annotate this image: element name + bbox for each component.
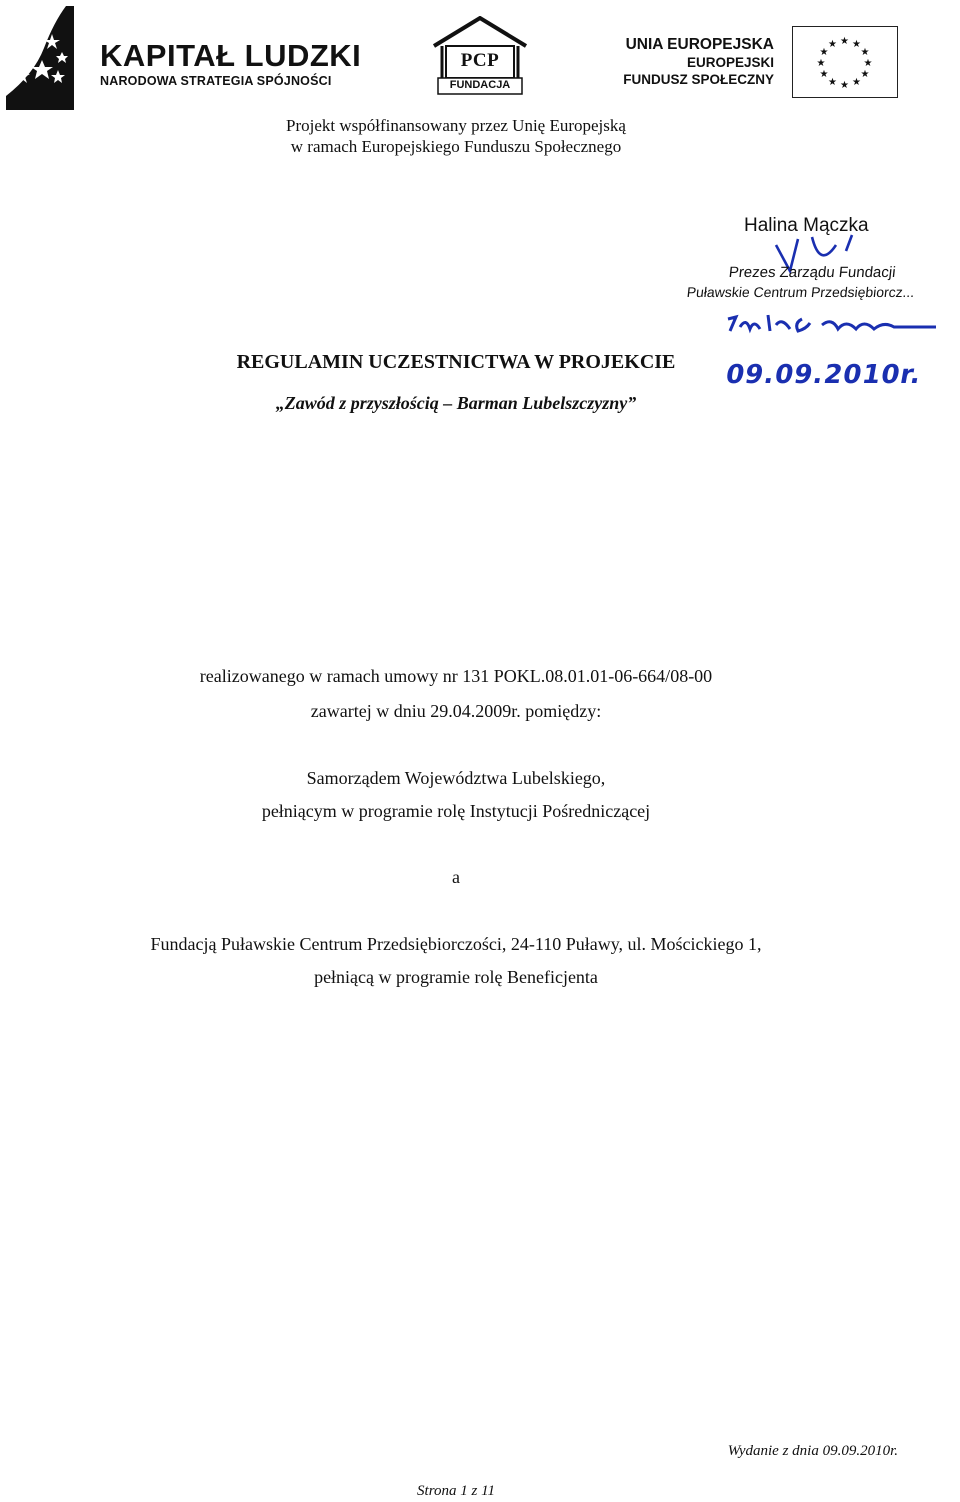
- svg-text:★: ★: [828, 77, 837, 88]
- kapital-ludzki-logo: [4, 4, 362, 112]
- pcp-logo-subtitle: FUNDACJA: [449, 79, 511, 91]
- eu-efs-logo: [623, 24, 902, 102]
- svg-text:★: ★: [840, 80, 849, 91]
- conjunction: a: [452, 867, 460, 887]
- cofinancing-line2: w ramach Europejskiego Funduszu Społecznego: [290, 137, 622, 156]
- document-title: REGULAMIN UCZESTNICTWA W PROJEKCIE: [236, 351, 676, 373]
- svg-text:★: ★: [840, 36, 849, 47]
- kapital-ludzki-title: KAPITAŁ LUDZKI: [100, 38, 362, 73]
- svg-text:★: ★: [863, 58, 873, 69]
- svg-text:★: ★: [816, 58, 826, 69]
- svg-text:★: ★: [860, 47, 870, 58]
- edition-date: Wydanie z dnia 09.09.2010r.: [727, 1443, 898, 1459]
- eu-logo-line3: FUNDUSZ SPOŁECZNY: [623, 72, 774, 87]
- kapital-ludzki-emblem-icon: [4, 4, 94, 112]
- svg-text:09.09.2010r.: 09.09.2010r.: [723, 360, 925, 390]
- svg-text:Halina Mączka: Halina Mączka: [744, 215, 869, 236]
- svg-text:Prezes Zarządu Fundacji: Prezes Zarządu Fundacji: [728, 264, 897, 281]
- party2-line1: Fundacją Puławskie Centrum Przedsiębiorczości, 24-110 Puławy, ul. Mościckiego 1,: [150, 934, 762, 954]
- svg-text:Puławskie Centrum Przedsiębior: Puławskie Centrum Przedsiębiorcz...: [686, 284, 916, 300]
- party2-line2: pełniącą w programie rolę Beneficjenta: [314, 967, 598, 987]
- eu-logo-line1: UNIA EUROPEJSKA: [625, 36, 774, 53]
- svg-text:★: ★: [828, 39, 837, 50]
- party1-line2: pełniącym w programie rolę Instytucji Pośredniczącej: [261, 801, 651, 821]
- svg-text:★: ★: [819, 69, 829, 80]
- contract-line2: zawartej w dniu 29.04.2009r. pomiędzy:: [310, 701, 602, 721]
- party1-line1: Samorządem Województwa Lubelskiego,: [306, 768, 606, 788]
- svg-text:★: ★: [852, 77, 861, 88]
- pcp-logo-text: PCP: [460, 50, 500, 71]
- eu-flag-icon: [792, 26, 898, 98]
- cofinancing-line1: Projekt współfinansowany przez Unię Europejską: [286, 116, 626, 135]
- contract-line1: realizowanego w ramach umowy nr 131 POKL.08.01.01-06-664/08-00: [199, 666, 713, 686]
- project-name: „Zawód z przyszłością – Barman Lubelszczyzny”: [275, 393, 637, 413]
- page-number: Strona 1 z 11: [417, 1483, 495, 1499]
- pcp-fundacja-logo: [432, 16, 528, 96]
- eu-logo-line2: EUROPEJSKI: [686, 55, 774, 70]
- svg-text:★: ★: [860, 69, 870, 80]
- svg-text:★: ★: [852, 39, 861, 50]
- svg-text:★: ★: [819, 47, 829, 58]
- kapital-ludzki-subtitle: NARODOWA STRATEGIA SPÓJNOŚCI: [100, 74, 332, 88]
